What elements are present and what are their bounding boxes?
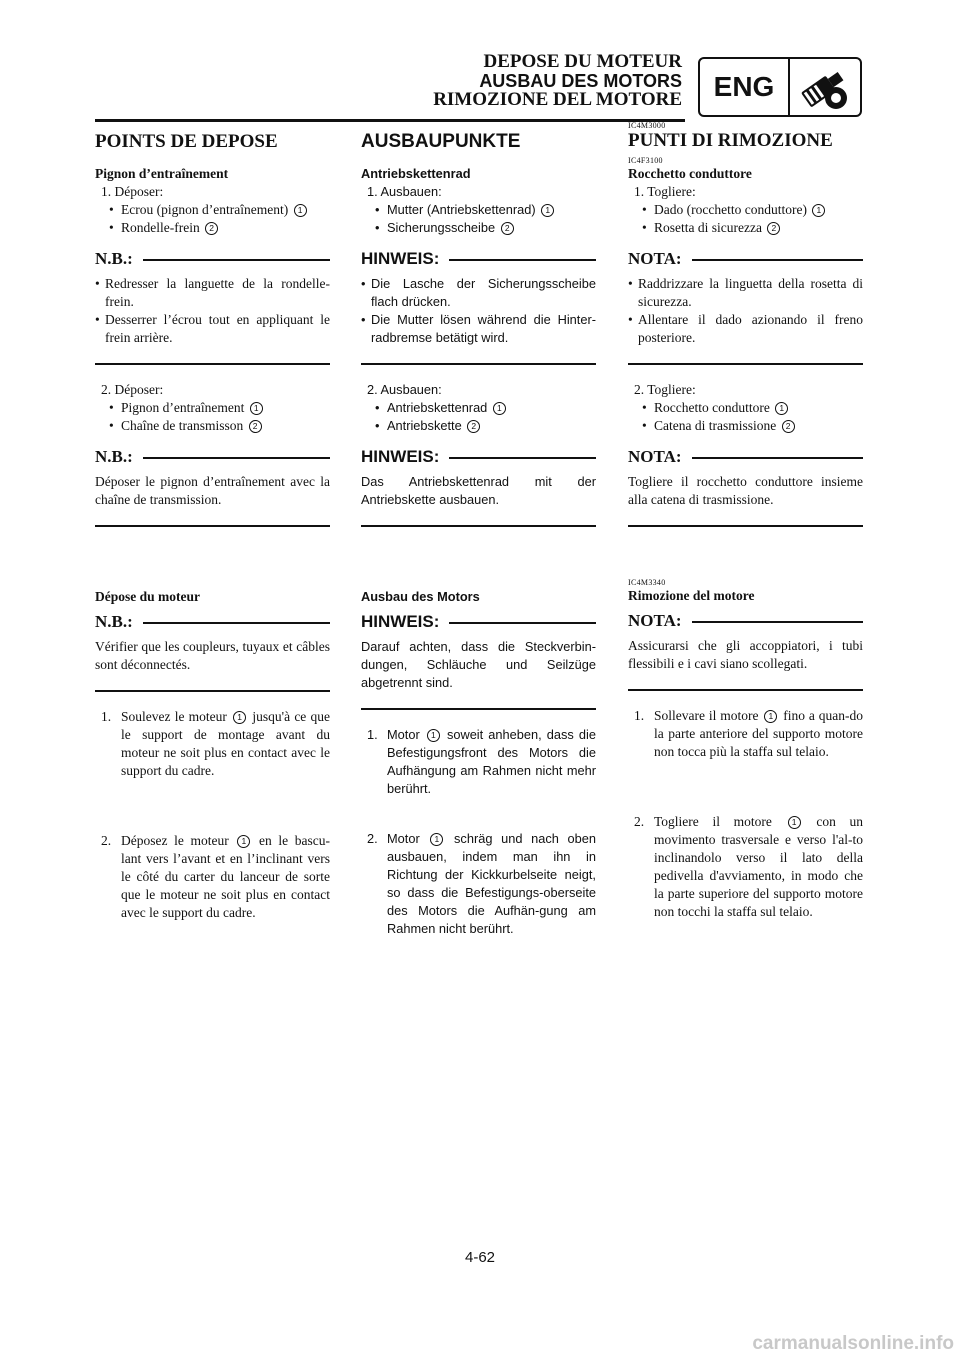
- list-item: • Pignon d’entraînement 1: [95, 399, 330, 417]
- fr-section-title: POINTS DE DEPOSE: [95, 131, 278, 152]
- note-end-rule: [95, 363, 330, 365]
- it-removal-title: Rimozione del motore: [628, 588, 755, 603]
- fr-removal-step-2: 2. Déposez le moteur 1 en le bascu-lant vers l’avant et en l’inclinant vers le côté du carter du lanceur de sorte que le moteur ne soit plus en contact avec le support du cadre.: [101, 833, 331, 920]
- it-note-item: • Allentare il dado azionando il freno posteriore.: [628, 311, 863, 347]
- list-item: • Mutter (Antriebskettenrad) 1: [361, 201, 596, 219]
- eng-badge-label: ENG: [700, 59, 790, 115]
- it-section-title: PUNTI DI RIMOZIONE: [628, 130, 833, 151]
- list-item: • Antriebskettenrad 1: [361, 399, 596, 417]
- list-item: • Sicherungsscheibe 2: [361, 219, 596, 237]
- list-item: • Antriebskette 2: [361, 417, 596, 435]
- de-step-2: 2. Ausbauen:: [367, 382, 442, 397]
- it-note-text: Togliere il rocchetto conduttore insieme alla catena di trasmissione.: [628, 474, 863, 507]
- list-item: • Rocchetto conduttore 1: [628, 399, 863, 417]
- it-note-header: NOTA:: [628, 249, 863, 269]
- fr-note-header: N.B.:: [95, 612, 330, 632]
- eng-badge: [698, 57, 862, 117]
- note-end-rule: [361, 363, 596, 365]
- note-end-rule: [95, 525, 330, 527]
- fr-column-bottom: [95, 588, 330, 922]
- fr-step-1: 1. Déposer:: [101, 184, 164, 199]
- it-step-1: 1. Togliere:: [634, 184, 696, 199]
- page-number: 4-62: [464, 1249, 496, 1266]
- de-note-text: Das Antriebskettenrad mit der Antriebskette ausbauen.: [361, 474, 596, 507]
- list-item: • Rosetta di sicurezza 2: [628, 219, 863, 237]
- de-note-text: Darauf achten, dass die Steckverbin-dungen, Schläuche und Seilzüge abgetrennt sind.: [361, 639, 596, 690]
- note-end-rule: [628, 689, 863, 691]
- de-removal-step-1: 1. Motor 1 soweit anheben, dass die Befestigungsfront des Motors die Aufhängung am Rahmen nicht mehr berührt.: [367, 727, 596, 796]
- list-item: • Chaîne de transmisson 2: [95, 417, 330, 435]
- note-end-rule: [628, 363, 863, 365]
- it-removal-step-2: 2. Togliere il motore 1 con un movimento trasversale e verso l'al-to inclinandolo verso il lato della pedivella d'avviamento, in modo che la parte superiore del supporto motore non tocchi la staffa sul telaio.: [634, 814, 864, 919]
- it-column-bottom: [628, 578, 863, 921]
- note-end-rule: [361, 708, 596, 710]
- it-code-section: IC4M3000: [628, 121, 666, 130]
- de-note-header: HINWEIS:: [361, 447, 596, 467]
- list-item: • Rondelle-frein 2: [95, 219, 330, 237]
- fr-sprocket-title: Pignon d’entraînement: [95, 166, 229, 181]
- header-title-it: RIMOZIONE DEL MOTORE: [433, 89, 682, 110]
- fr-note-item: • Redresser la languette de la rondelle-frein.: [95, 275, 330, 311]
- fr-step-2: 2. Déposer:: [101, 382, 164, 397]
- it-code-removal: IC4M3340: [628, 578, 666, 587]
- it-step-2: 2. Togliere:: [634, 382, 696, 397]
- de-note-item: • Die Lasche der Sicherungsscheibe flach drücken.: [361, 275, 596, 311]
- it-column-top: [628, 121, 863, 543]
- header-rule: [95, 119, 685, 122]
- note-end-rule: [628, 525, 863, 527]
- fr-note-item: • Desserrer l’écrou tout en appliquant le frein arrière.: [95, 311, 330, 347]
- it-note-item: • Raddrizzare la linguetta della rosetta di sicurezza.: [628, 275, 863, 311]
- fr-note-text: Déposer le pignon d’entraînement avec la chaîne de transmission.: [95, 474, 330, 507]
- de-note-header: HINWEIS:: [361, 612, 596, 632]
- list-item: • Catena di trasmissione 2: [628, 417, 863, 435]
- de-column-top: [361, 131, 596, 543]
- note-end-rule: [361, 525, 596, 527]
- de-step-1: 1. Ausbauen:: [367, 184, 442, 199]
- watermark: carmanualsonline.info: [752, 1333, 954, 1354]
- fr-removal-title: Dépose du moteur: [95, 589, 200, 604]
- de-removal-title: Ausbau des Motors: [361, 589, 480, 604]
- de-column-bottom: [361, 588, 596, 938]
- it-sprocket-title: Rocchetto conduttore: [628, 166, 752, 181]
- it-note-text: Assicurarsi che gli accoppiatori, i tubi flessibili e i cavi siano scollegati.: [628, 638, 863, 671]
- de-section-title: AUSBAUPUNKTE: [361, 131, 521, 152]
- it-note-header: NOTA:: [628, 447, 863, 467]
- de-note-header: HINWEIS:: [361, 249, 596, 269]
- it-note-header: NOTA:: [628, 611, 863, 631]
- engine-piston-icon: [790, 59, 860, 115]
- fr-removal-step-1: 1. Soulevez le moteur 1 jusqu'à ce que le support de montage avant du moteur ne soit plus en contact avec le support du cadre.: [101, 709, 331, 778]
- fr-note-header: N.B.:: [95, 447, 330, 467]
- list-item: • Ecrou (pignon d’entraînement) 1: [95, 201, 330, 219]
- it-code-sprocket: IC4F3100: [628, 156, 663, 165]
- de-sprocket-title: Antriebskettenrad: [361, 166, 471, 181]
- header-title-de: AUSBAU DES MOTORS: [479, 71, 682, 91]
- header-title-fr: DEPOSE DU MOTEUR: [483, 51, 682, 72]
- list-item: • Dado (rocchetto conduttore) 1: [628, 201, 863, 219]
- fr-note-text: Vérifier que les coupleurs, tuyaux et câbles sont déconnectés.: [95, 639, 330, 672]
- it-removal-step-1: 1. Sollevare il motore 1 fino a quan-do la parte anteriore del supporto motore non tocca più la staffa sul telaio.: [634, 708, 864, 759]
- de-removal-step-2: 2. Motor 1 schräg und nach oben ausbauen, indem man ihn in Richtung der Kickkurbelseite neigt, so dass die Befestigungs-oberseite des Motors die Aufhän-gung am Rahmen nicht berührt.: [367, 831, 596, 936]
- note-end-rule: [95, 690, 330, 692]
- fr-note-header: N.B.:: [95, 249, 330, 269]
- de-note-item: • Die Mutter lösen während die Hinter-radbremse betätigt wird.: [361, 311, 596, 347]
- fr-column-top: [95, 131, 330, 543]
